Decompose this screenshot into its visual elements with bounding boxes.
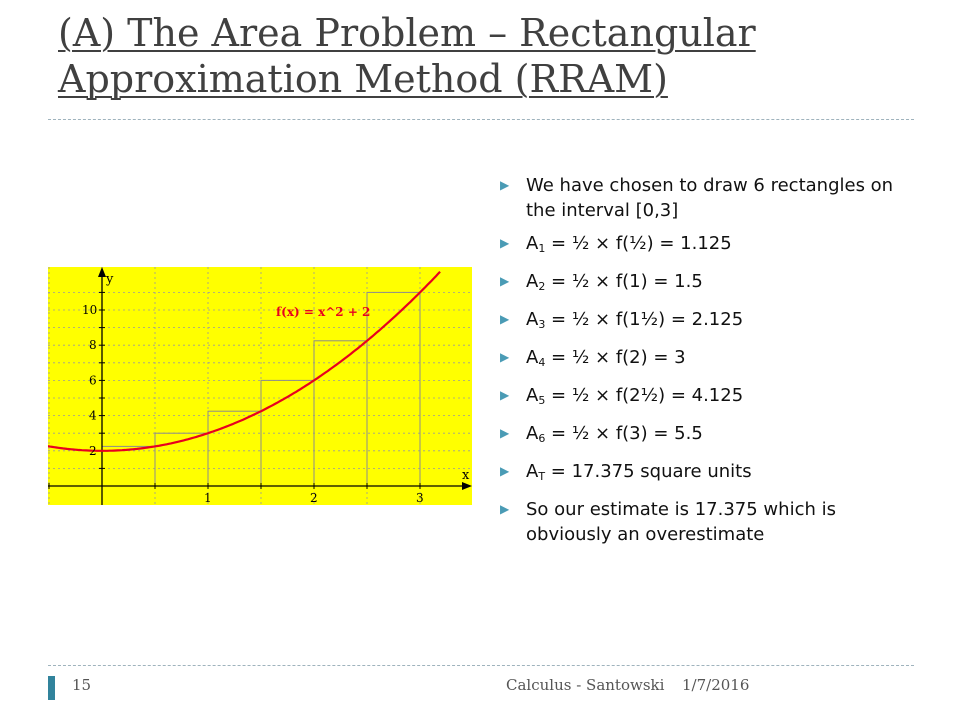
y-tick-label: 4: [89, 408, 97, 423]
x-tick-label: 2: [310, 491, 318, 505]
footer-divider: [48, 665, 914, 666]
x-tick-label: 3: [416, 491, 424, 505]
slide-title: [58, 10, 938, 102]
area-expression: = ½ × f(1½) = 2.125: [545, 309, 744, 330]
bullet-arrow-icon: ▶: [500, 274, 510, 288]
area-expression: = ½ × f(½) = 1.125: [545, 233, 732, 254]
bullet-a6: [498, 421, 918, 451]
bullet-arrow-icon: ▶: [500, 178, 510, 192]
bullet-a4: [498, 345, 918, 375]
area-symbol: A: [526, 309, 539, 330]
area-expression: = ½ × f(3) = 5.5: [545, 423, 703, 444]
area-subscript: 6: [538, 432, 546, 445]
area-symbol: A: [526, 347, 539, 368]
footer-accent-bar: [48, 676, 55, 700]
y-tick-label: 10: [82, 303, 98, 317]
x-tick-label: 1: [204, 491, 212, 505]
bullet-arrow-icon: ▶: [500, 350, 510, 364]
bullet-arrow-icon: ▶: [500, 502, 510, 516]
bullet-a1: [498, 231, 918, 261]
bullet-intro: [498, 173, 918, 223]
function-label: f(x) = x^2 + 2: [276, 305, 371, 319]
area-subscript: 3: [538, 318, 546, 331]
title-line-2: Approximation Method (RRAM): [58, 57, 668, 101]
bullet-total: [498, 459, 918, 489]
y-tick-label: 6: [89, 373, 97, 388]
bullet-text: We have chosen to draw 6 rectangles on the interval [0,3]: [526, 175, 894, 221]
area-symbol: A: [526, 385, 539, 406]
title-divider: [48, 119, 914, 120]
footer-course: Calculus - Santowski: [506, 676, 665, 694]
area-expression: = ½ × f(2½) = 4.125: [545, 385, 744, 406]
area-subscript: 1: [538, 242, 546, 255]
bullet-a5: [498, 383, 918, 413]
bullet-a2: [498, 269, 918, 299]
bullet-text: So our estimate is 17.375 which is obviously an overestimate: [526, 499, 836, 545]
area-symbol: A: [526, 461, 539, 482]
area-subscript: 2: [538, 280, 546, 293]
bullet-arrow-icon: ▶: [500, 426, 510, 440]
bullet-conclusion: [498, 497, 918, 547]
area-subscript: 4: [538, 356, 546, 369]
area-expression: = ½ × f(1) = 1.5: [545, 271, 703, 292]
rram-graph: [48, 267, 472, 505]
footer-date: 1/7/2016: [682, 676, 750, 694]
area-expression: = ½ × f(2) = 3: [545, 347, 686, 368]
bullet-a3: [498, 307, 918, 337]
bullet-arrow-icon: ▶: [500, 464, 510, 478]
bullet-arrow-icon: ▶: [500, 388, 510, 402]
title-line-1: (A) The Area Problem – Rectangular: [58, 11, 756, 55]
area-symbol: A: [526, 423, 539, 444]
y-tick-label: 2: [89, 443, 97, 458]
y-axis-label: y: [106, 272, 114, 287]
bullet-list: [498, 173, 918, 555]
area-symbol: A: [526, 233, 539, 254]
area-subscript: 5: [538, 394, 546, 407]
bullet-arrow-icon: ▶: [500, 236, 510, 250]
area-symbol: A: [526, 271, 539, 292]
area-expression: = 17.375 square units: [545, 461, 752, 482]
area-subscript: T: [538, 470, 546, 483]
y-tick-label: 8: [89, 338, 97, 353]
bullet-arrow-icon: ▶: [500, 312, 510, 326]
page-number: 15: [72, 676, 92, 694]
x-axis-label: x: [462, 468, 470, 483]
